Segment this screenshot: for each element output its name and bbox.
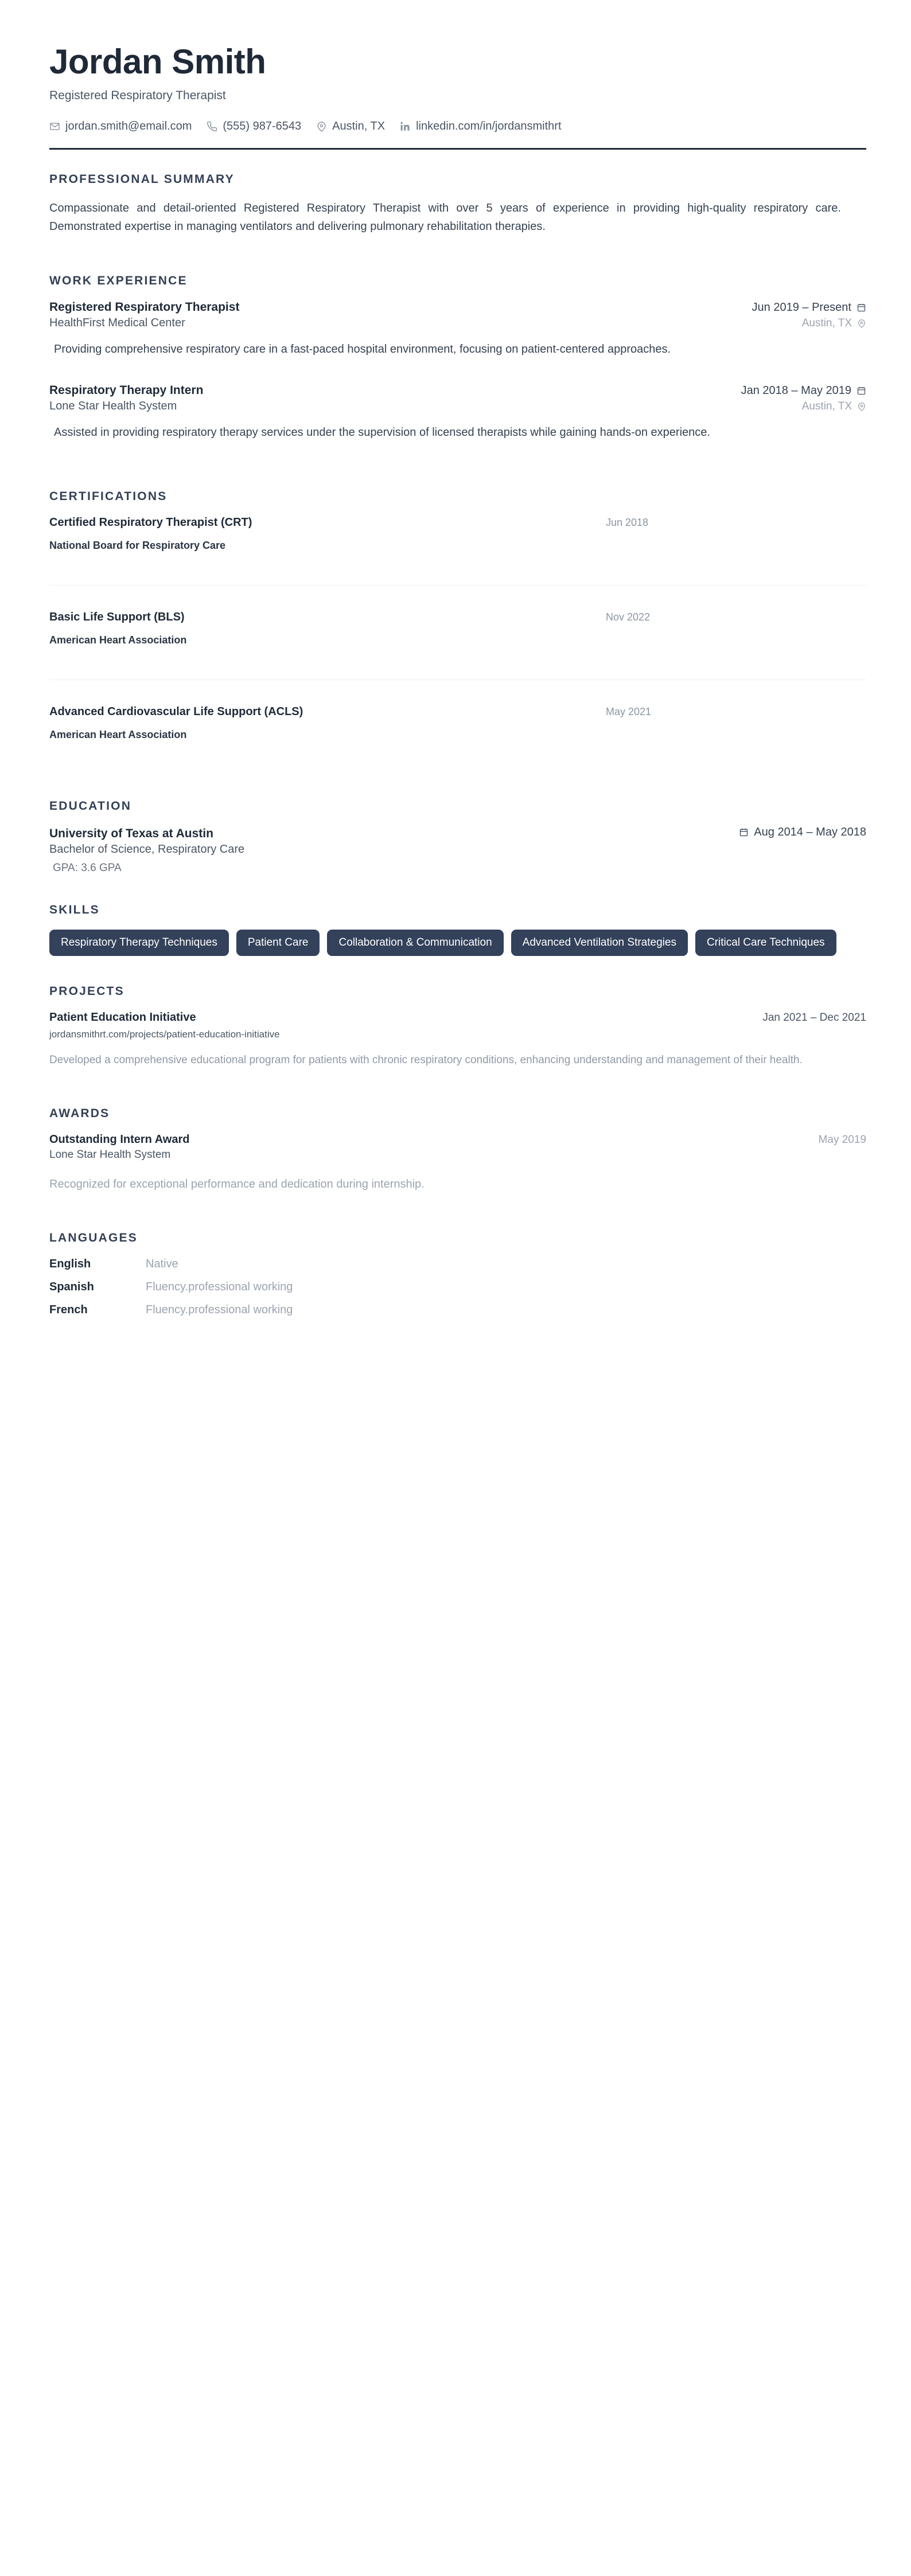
work-location-text: Austin, TX bbox=[801, 317, 852, 329]
map-pin-icon bbox=[857, 319, 866, 328]
section-heading-projects: PROJECTS bbox=[49, 984, 124, 998]
contact-location-text: Austin, TX bbox=[332, 119, 386, 132]
contact-linkedin[interactable] bbox=[400, 120, 561, 133]
section-languages bbox=[49, 1231, 866, 1317]
certification-date: Jun 2018 bbox=[606, 516, 649, 528]
skill-pill[interactable]: Patient Care bbox=[236, 930, 320, 956]
work-description: Assisted in providing respiratory therapy services under the supervision of licensed therapists while gaining hands-on experience. bbox=[54, 426, 710, 439]
language-name: French bbox=[49, 1303, 88, 1316]
section-certifications bbox=[49, 490, 866, 751]
certification-name: Basic Life Support (BLS) bbox=[49, 610, 185, 623]
award-issuer: Lone Star Health System bbox=[49, 1148, 171, 1161]
calendar-icon bbox=[857, 303, 866, 313]
calendar-icon bbox=[739, 828, 749, 837]
certification-item bbox=[49, 611, 866, 680]
award-entry bbox=[49, 1133, 866, 1193]
language-level: Fluency.professional working bbox=[146, 1280, 293, 1293]
work-location bbox=[802, 400, 866, 413]
award-date-text: May 2019 bbox=[818, 1133, 866, 1146]
contact-phone[interactable] bbox=[207, 120, 301, 133]
candidate-name: Jordan Smith bbox=[49, 42, 266, 81]
summary-text: Compassionate and detail-oriented Registered Respiratory Therapist with over 5 years of experience in providing high-quality respiratory care. Demonstrated expertise in managing ventilators and delivering pulmonary rehabilitation therapies. bbox=[49, 201, 841, 233]
map-pin-icon bbox=[316, 121, 327, 132]
work-dates-text: Jun 2019 – Present bbox=[752, 300, 851, 314]
contact-email-text: jordan.smith@email.com bbox=[65, 119, 192, 132]
certification-name: Certified Respiratory Therapist (CRT) bbox=[49, 516, 252, 529]
calendar-icon bbox=[857, 386, 866, 396]
project-name: Patient Education Initiative bbox=[49, 1010, 196, 1024]
work-description: Providing comprehensive respiratory care in a fast-paced hospital environment, focusing on patient-centered approaches. bbox=[54, 342, 671, 356]
work-title: Respiratory Therapy Intern bbox=[49, 383, 204, 397]
award-name: Outstanding Intern Award bbox=[49, 1133, 190, 1146]
section-awards bbox=[49, 1107, 866, 1193]
work-entry bbox=[49, 300, 866, 358]
section-work-experience bbox=[49, 274, 866, 442]
work-entry bbox=[49, 384, 866, 442]
section-projects bbox=[49, 985, 866, 1069]
work-dates bbox=[752, 301, 866, 314]
certification-name: Advanced Cardiovascular Life Support (ACLS) bbox=[49, 705, 303, 718]
work-company: Lone Star Health System bbox=[49, 399, 177, 412]
work-company: HealthFirst Medical Center bbox=[49, 316, 185, 329]
certification-date: Nov 2022 bbox=[606, 611, 651, 623]
project-dates-text: Jan 2021 – Dec 2021 bbox=[762, 1011, 866, 1024]
education-degree: Bachelor of Science, Respiratory Care bbox=[49, 842, 245, 856]
skill-pill[interactable]: Critical Care Techniques bbox=[695, 930, 836, 956]
project-entry bbox=[49, 1011, 866, 1069]
award-description: Recognized for exceptional performance and dedication during internship. bbox=[49, 1177, 425, 1191]
section-heading-languages: LANGUAGES bbox=[49, 1231, 138, 1244]
certification-item bbox=[49, 516, 866, 586]
skill-pill[interactable]: Respiratory Therapy Techniques bbox=[49, 930, 229, 956]
section-heading-skills: SKILLS bbox=[49, 903, 100, 916]
work-location bbox=[802, 317, 866, 330]
certification-issuer: National Board for Respiratory Care bbox=[49, 539, 226, 551]
work-title: Registered Respiratory Therapist bbox=[49, 300, 240, 314]
education-gpa bbox=[53, 862, 866, 875]
contact-phone-text: (555) 987-6543 bbox=[223, 119, 302, 132]
header-divider bbox=[49, 148, 866, 150]
language-row bbox=[49, 1303, 866, 1317]
education-school: University of Texas at Austin bbox=[49, 826, 213, 840]
language-level: Native bbox=[146, 1257, 178, 1270]
resume-header bbox=[49, 44, 866, 150]
candidate-title: Registered Respiratory Therapist bbox=[49, 88, 226, 102]
contact-email[interactable] bbox=[49, 120, 192, 133]
section-heading-certifications: CERTIFICATIONS bbox=[49, 489, 168, 503]
project-dates bbox=[762, 1012, 866, 1024]
section-heading-awards: AWARDS bbox=[49, 1106, 110, 1120]
contact-location[interactable] bbox=[316, 120, 385, 133]
work-dates bbox=[741, 384, 866, 397]
work-dates-text: Jan 2018 – May 2019 bbox=[741, 384, 851, 397]
section-heading-work: WORK EXPERIENCE bbox=[49, 274, 188, 287]
section-skills bbox=[49, 903, 866, 956]
education-entry bbox=[49, 826, 866, 875]
phone-icon bbox=[207, 121, 217, 132]
certification-item bbox=[49, 705, 866, 751]
language-row bbox=[49, 1258, 866, 1271]
certification-issuer: American Heart Association bbox=[49, 634, 187, 646]
award-date bbox=[819, 1134, 866, 1146]
project-description: Developed a comprehensive educational program for patients with chronic respiratory conditions, enhancing understanding and management of their health. bbox=[49, 1053, 803, 1066]
education-gpa-value: 3.6 GPA bbox=[81, 861, 122, 874]
language-row bbox=[49, 1281, 866, 1294]
work-location-text: Austin, TX bbox=[801, 400, 852, 412]
linkedin-icon bbox=[400, 121, 411, 132]
education-dates bbox=[739, 826, 866, 839]
language-name: Spanish bbox=[49, 1280, 94, 1293]
language-level: Fluency.professional working bbox=[146, 1303, 293, 1316]
map-pin-icon bbox=[857, 402, 866, 411]
contact-row bbox=[49, 120, 866, 133]
language-name: English bbox=[49, 1257, 91, 1270]
certification-issuer: American Heart Association bbox=[49, 728, 187, 740]
contact-linkedin-text: linkedin.com/in/jordansmithrt bbox=[416, 119, 562, 132]
section-education bbox=[49, 799, 866, 875]
skills-list bbox=[49, 930, 852, 956]
certification-date: May 2021 bbox=[606, 705, 652, 717]
education-dates-text: Aug 2014 – May 2018 bbox=[754, 825, 866, 838]
section-professional-summary bbox=[49, 173, 866, 236]
mail-icon bbox=[49, 121, 60, 132]
section-heading-summary: PROFESSIONAL SUMMARY bbox=[49, 172, 235, 186]
section-heading-education: EDUCATION bbox=[49, 799, 132, 813]
skill-pill[interactable]: Advanced Ventilation Strategies bbox=[511, 930, 688, 956]
project-url[interactable]: jordansmithrt.com/projects/patient-education-initiative bbox=[49, 1028, 280, 1040]
education-gpa-label: GPA: bbox=[53, 861, 78, 874]
skill-pill[interactable]: Collaboration & Communication bbox=[327, 930, 503, 956]
